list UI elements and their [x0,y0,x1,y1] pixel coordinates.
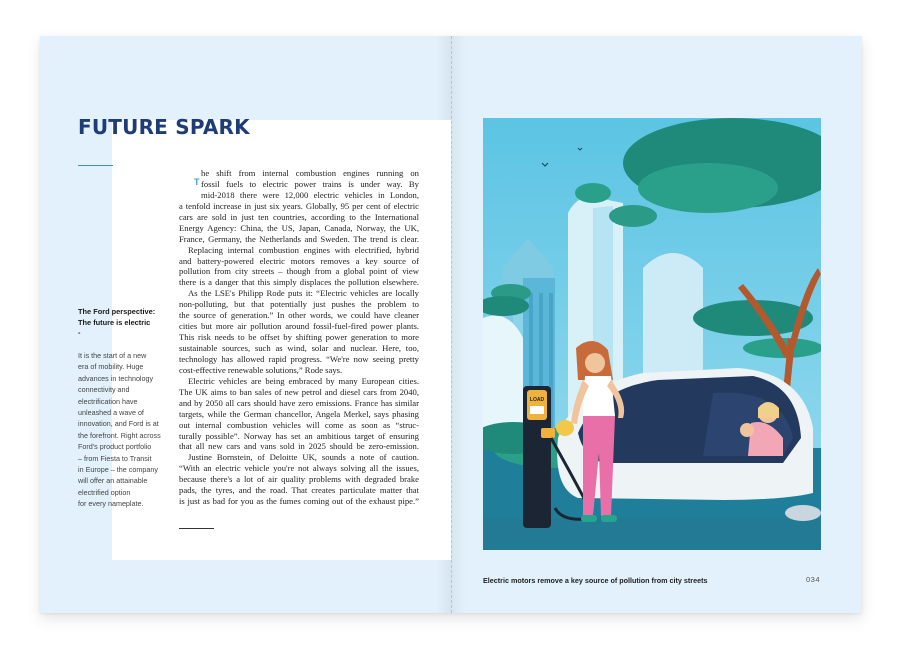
page-number: 034 [806,575,821,584]
article-line: France, Germany, the Netherlands and Sweden. The trend is clear. [179,233,419,244]
sidebar-line: the forefront. Right across [78,430,161,440]
article-line: and by 2050 all cars should have zero emissions. France has similar [179,397,419,408]
article-body [179,168,419,507]
article-line: Electric vehicles are being embraced by many European cities. [188,375,419,386]
sidebar-line: – from Fiesta to Transit [78,453,152,463]
sidebar-line: Ford's product portfolio [78,442,152,452]
article-line: As the LSE's Philipp Rode puts it: “Electric vehicles are locally [188,288,419,299]
sidebar-rule [78,165,113,166]
article-line: out internal combustion vehicles will come as soon as “struc- [179,419,419,430]
fold-line [451,36,453,613]
article-line: pads, the tyres, and the road. That creates particulate matter that [179,485,419,496]
page-title: FUTURE SPARK [78,115,250,139]
article-line: that all new cars and vans sold in 2025 should be zero-emission. [179,441,419,452]
sidebar-line: connectivity and [78,385,130,395]
city-ev-illustration [483,118,821,550]
article-line: The UK aims to ban sales of new petrol and diesel cars from 2040, [179,386,419,397]
sidebar-heading-line: The future is electric [78,317,151,327]
article-line: Replacing internal combustion engines with electrified, hybrid [188,244,419,255]
article-line: “With an electric vehicle you're not always solving all the issues, [179,463,419,474]
article-line: Justine Bornstein, of Deloitte UK, sounds a note of caution. [188,452,419,463]
article-line: fossil fuels to electric power trains is under way. By [201,178,419,189]
drop-cap: T [194,177,200,187]
article-end-rule [179,528,214,529]
sidebar-heading [78,307,158,339]
sidebar-line: It is the start of a new [78,351,147,360]
sidebar-body [78,350,168,510]
article-line: there is a danger that this simply displaces the pollution elsewhere. [179,277,419,288]
article-line: turally possible”. Norway has set an ambitious target of ensuring [179,430,419,441]
article-line: cities but more air pollution around fossil-fuel-fired power plants. [179,321,419,332]
article-line: pollution from city streets – though from a global point of view [179,266,419,277]
sidebar-line: era of mobility. Huge [78,362,144,372]
sidebar-line: electrified option [78,487,131,497]
sidebar-heading-line: - [78,328,81,337]
article-line: cars are sold in just ten countries, according to the International [179,211,419,222]
article-line: sustainable sources, such as wind, solar and nuclear. Here, too, [179,343,419,353]
article-line: This risk needs to be offset by shifting power generation to more [179,332,419,343]
article-line: technology has allowed rapid progress. “We're now seeing pretty [179,353,419,364]
article-line: because there's a lot of air quality problems with degraded brake [179,474,419,485]
sidebar-line: unleashed a wave of [78,408,144,418]
charger-label: LOAD [529,397,545,403]
article-line: cost-effective renewable solutions,” Rode says. [179,364,343,375]
sidebar-line: innovation, and Ford is at [78,419,159,429]
sidebar-line: advances in technology [78,373,154,383]
sidebar-heading-line: The Ford perspective: [78,307,156,316]
image-caption: Electric motors remove a key source of pollution from city streets [483,576,708,585]
article-line: the source of generation.” In other words, we could have cleaner [179,310,419,321]
article-line: is just as bad for you as the fumes coming out of the exhaust pipe.” [179,496,419,507]
article-line: and battery-powered electric motors removes a key source of [179,255,419,266]
article-line: Energy Agency: China, the US, Japan, Canada, Norway, the UK, [179,222,419,233]
sidebar-line: will offer an attainable [78,476,148,486]
article-line: targets, while the German chancellor, Angela Merkel, says phasing [179,408,419,419]
sidebar-line: in Europe – the company [78,465,158,475]
sidebar-line: electrification have [78,396,138,406]
article-line: a tenfold increase in just six years. Globally, 95 per cent of electric [179,200,419,211]
article-line: mid-2018 there were 12,000 electric vehicles in London, [201,189,419,200]
sidebar-line: for every nameplate. [78,499,144,509]
article-line: he shift from internal combustion engines running on [201,168,419,178]
article-line: non-polluting, but that potentially just pushes the problem to [179,299,419,310]
